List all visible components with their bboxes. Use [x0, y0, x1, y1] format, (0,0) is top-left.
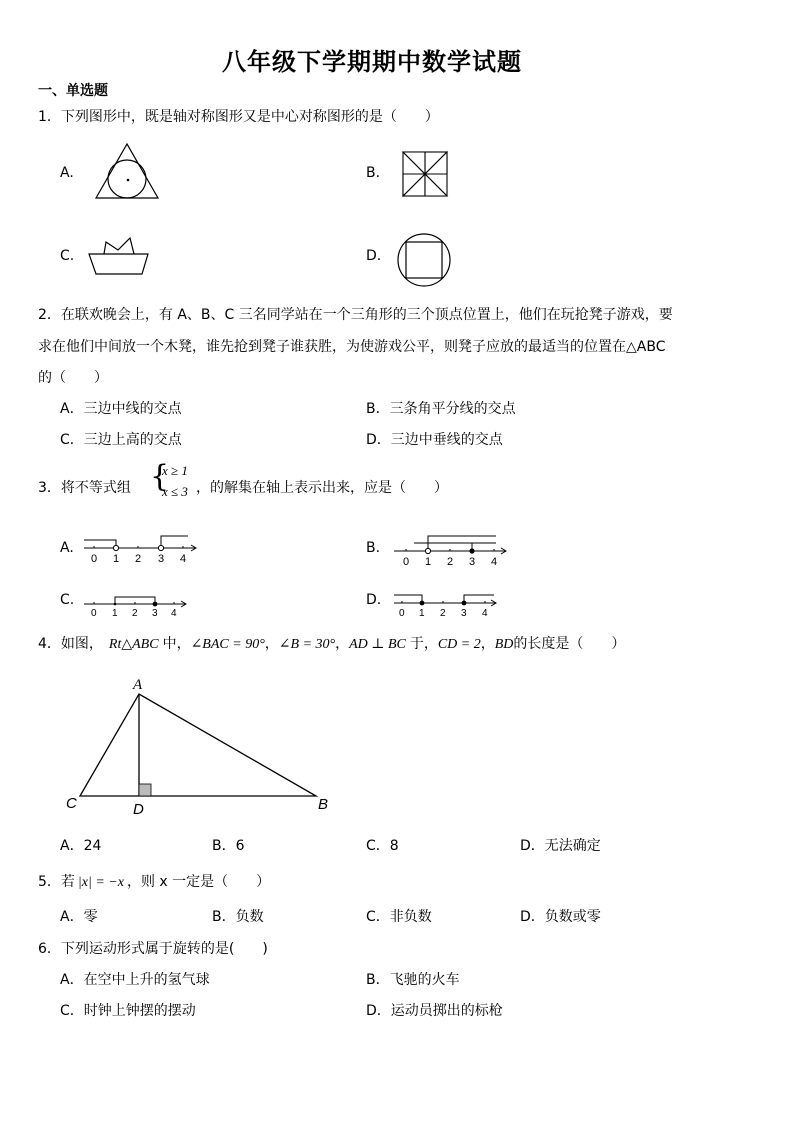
question-4-line: [38, 633, 625, 653]
question-6-text: 6．下列运动形式属于旋转的是( ): [38, 941, 268, 957]
q5-option-d[interactable]: D．负数或零: [520, 909, 601, 925]
q4-text-3: ，: [335, 636, 350, 652]
page-title: 八年级下学期期中数学试题: [222, 48, 522, 76]
q3-label-d[interactable]: D.: [366, 592, 382, 608]
tick-label: 1: [112, 608, 118, 619]
number-line-c: [84, 592, 192, 618]
q1-label-b[interactable]: B.: [366, 165, 381, 181]
q5-prefix: 5．若: [38, 874, 75, 890]
q4-math-angle-b: ∠B = 30°: [278, 637, 336, 652]
q2-option-d[interactable]: D．三边中垂线的交点: [366, 432, 503, 448]
q4-option-b[interactable]: B．6: [212, 838, 245, 854]
inequality-2: x ≤ 3: [162, 484, 188, 499]
q1-label-d[interactable]: D.: [366, 248, 382, 264]
q4-math-cd: CD = 2: [437, 637, 481, 652]
q3-label-a[interactable]: A.: [60, 540, 74, 556]
figure-pinwheel: [400, 150, 452, 198]
figure-circle-square: [396, 232, 454, 290]
triangle-figure: [62, 672, 342, 822]
q6-option-a[interactable]: A．在空中上升的氢气球: [60, 972, 210, 988]
question-3-suffix: ，的解集在轴上表示出来，应是（ ）: [196, 480, 448, 496]
tick-label: 4: [180, 553, 187, 565]
q6-option-d[interactable]: D．运动员掷出的标枪: [366, 1003, 503, 1019]
q4-option-c[interactable]: C．8: [366, 838, 399, 854]
q5-option-b[interactable]: B．负数: [212, 909, 264, 925]
q2-option-b[interactable]: B．三条角平分线的交点: [366, 401, 516, 417]
vertex-b: B: [318, 796, 329, 813]
question-2-line-2: 求在他们中间放一个木凳，谁先抢到凳子谁获胜，为使游戏公平，则凳子应放的最适当的位置在△ABC: [38, 339, 666, 355]
q6-option-b[interactable]: B．飞驰的火车: [366, 972, 460, 988]
q4-math-angle-bac: ∠BAC = 90°: [190, 637, 265, 652]
q4-text-4: 于，: [409, 636, 438, 652]
tick-label: 4: [491, 556, 498, 568]
q4-text-2: ，: [264, 636, 279, 652]
q4-text-6: 的长度是（ ）: [513, 636, 626, 652]
q2-option-c[interactable]: C．三边上高的交点: [60, 432, 182, 448]
tick-label: 0: [91, 608, 97, 619]
tick-label: 3: [158, 553, 165, 565]
q4-prefix: 4．如图，: [38, 636, 103, 652]
section-heading: 一、单选题: [38, 83, 108, 99]
vertex-c: C: [66, 795, 77, 812]
figure-boat: [86, 234, 150, 276]
question-2-line-1: 2．在联欢晚会上，有 A、B、C 三名同学站在一个三角形的三个顶点位置上，他们在玩抢凳子游戏，要: [38, 307, 673, 323]
tick-label: 4: [482, 608, 488, 619]
tick-label: 0: [399, 608, 405, 619]
figure-triangle-circle: [92, 140, 162, 202]
question-5-line: [38, 871, 270, 891]
q5-option-c[interactable]: C．非负数: [366, 909, 432, 925]
tick-label: 2: [135, 553, 142, 565]
tick-label: 3: [469, 556, 476, 568]
tick-label: 1: [419, 608, 425, 619]
tick-label: 3: [152, 608, 158, 619]
tick-label: 0: [403, 556, 410, 568]
question-3-prefix: 3．将不等式组: [38, 480, 131, 496]
vertex-a: A: [133, 677, 143, 693]
tick-label: 1: [425, 556, 432, 568]
question-1-text: 1．下列图形中，既是轴对称图形又是中心对称图形的是（ ）: [38, 109, 439, 125]
tick-label: 0: [91, 553, 98, 565]
q4-text-5: ，: [480, 636, 495, 652]
q4-option-d[interactable]: D．无法确定: [520, 838, 601, 854]
q2-option-a[interactable]: A．三边中线的交点: [60, 401, 182, 417]
number-line-a: [84, 532, 200, 566]
q6-option-c[interactable]: C．时钟上钟摆的摆动: [60, 1003, 196, 1019]
q4-text-1: 中，: [162, 636, 191, 652]
q1-label-a[interactable]: A.: [60, 165, 74, 181]
tick-label: 1: [113, 553, 120, 565]
q4-math-rt: Rt△ABC: [108, 637, 159, 652]
inequality-system-brace: {: [150, 459, 170, 494]
tick-label: 4: [171, 608, 177, 619]
tick-label: 3: [461, 608, 467, 619]
inequality-1: x ≥ 1: [162, 463, 188, 478]
tick-label: 2: [440, 608, 446, 619]
question-2-line-3: 的（ ）: [38, 370, 108, 386]
q4-math-perp: AD ⊥ BC: [349, 637, 406, 652]
q4-option-a[interactable]: A．24: [60, 838, 102, 854]
q1-label-c[interactable]: C.: [60, 248, 75, 264]
q5-math: |x| = −x: [77, 875, 124, 890]
q4-math-bd: BD: [494, 637, 514, 652]
number-line-b: [394, 533, 510, 569]
tick-label: 2: [132, 608, 138, 619]
tick-label: 2: [447, 556, 454, 568]
q3-label-b[interactable]: B.: [366, 540, 381, 556]
q5-option-a[interactable]: A．零: [60, 909, 98, 925]
q3-label-c[interactable]: C.: [60, 592, 75, 608]
vertex-d: D: [133, 801, 144, 818]
q5-suffix: ，则 x 一定是（ ）: [126, 874, 271, 890]
number-line-d: [394, 590, 502, 618]
